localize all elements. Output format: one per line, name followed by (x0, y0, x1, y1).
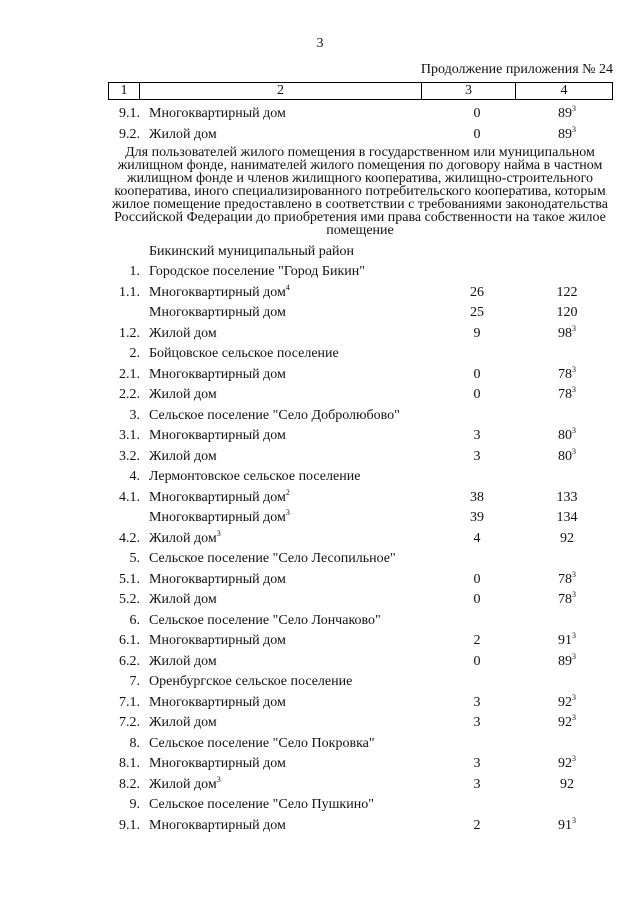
row-label: Многоквартирный дом (149, 305, 286, 320)
row-col3-value: 0 (473, 387, 481, 402)
row-label: Жилой дом$^3$ (149, 774, 221, 792)
header-col-2: 2 (140, 83, 422, 99)
table-row (0, 305, 640, 325)
district-row (0, 244, 640, 264)
table-row (0, 774, 640, 797)
header-col-1: 1 (109, 83, 140, 99)
footnote-mark: 3 (285, 508, 290, 517)
row-label: Многоквартирный дом$^3$ (149, 508, 290, 525)
table-row (0, 633, 640, 653)
row-col3-value: 2 (473, 633, 481, 648)
footnote-mark: 3 (572, 323, 576, 333)
table-row (0, 551, 640, 571)
row-col4-value: $92^3$ (558, 713, 576, 730)
row-col3-value: 26 (470, 284, 484, 300)
footnote-mark: 2 (285, 487, 290, 497)
row-number: 3.2. (119, 448, 140, 464)
footnote-mark: 3 (572, 815, 576, 825)
row-label: Жилой дом (149, 715, 217, 730)
table-row (0, 428, 640, 448)
row-label: Сельское поселение "Село Пушкино" (149, 797, 374, 812)
row-col4-value: $78^3$ (558, 590, 576, 607)
row-col4-value: $78^3$ (558, 385, 576, 402)
table-row (0, 469, 640, 489)
row-label: Многоквартирный дом (149, 106, 286, 121)
row-label: Жилой дом (149, 448, 217, 464)
row-label: Многоквартирный дом (149, 571, 286, 587)
row-label: Сельское поселение "Село Лончаково" (149, 612, 381, 628)
row-number: 9. (129, 797, 140, 812)
row-number: 4. (129, 469, 140, 484)
table-row (0, 815, 640, 838)
row-col3-value: 0 (473, 571, 481, 587)
table-row (0, 674, 640, 694)
row-label: Жилой дом (149, 592, 217, 607)
row-col3-value: 0 (473, 653, 481, 669)
row-col4-value: 134 (556, 510, 578, 525)
row-col4-value: 122 (556, 284, 578, 300)
table-row (0, 613, 640, 633)
row-col4-value: $80^3$ (558, 426, 576, 443)
row-label: Многоквартирный дом (149, 633, 286, 648)
row-col3-value: 3 (473, 715, 481, 730)
table-header (108, 82, 613, 100)
row-number: 6.1. (119, 633, 140, 648)
row-col4-value: $89^3$ (558, 651, 576, 669)
footnote-mark: 3 (572, 426, 576, 435)
row-label: Многоквартирный дом (149, 756, 286, 771)
row-label: Жилой дом (149, 653, 217, 669)
table-row (0, 756, 640, 776)
row-col3-value: 0 (473, 126, 481, 142)
row-number: 5. (129, 551, 140, 566)
row-label: Сельское поселение "Село Покровка" (149, 735, 375, 751)
footnote-mark: 3 (572, 692, 576, 702)
row-label: Сельское поселение "Село Добролюбово" (149, 407, 400, 423)
row-col3-value: 2 (473, 817, 481, 833)
row-number: 7. (129, 674, 140, 689)
row-number: 1. (129, 264, 140, 279)
row-number: 1.2. (119, 325, 140, 341)
table-row (0, 264, 640, 284)
row-label: Многоквартирный дом$^2$ (149, 487, 290, 505)
table-row (0, 487, 640, 510)
row-label: Бойцовское сельское поселение (149, 346, 339, 361)
row-label: Жилой дом (149, 387, 217, 402)
row-number: 1.1. (119, 284, 140, 300)
row-number: 5.2. (119, 592, 140, 607)
row-number: 3.1. (119, 428, 140, 443)
footnote-mark: 3 (572, 124, 576, 134)
row-col3-value: 3 (473, 694, 481, 710)
row-col3-value: 0 (473, 366, 481, 382)
row-label: Жилой дом (149, 325, 217, 341)
table-row (0, 528, 640, 551)
table-row (0, 282, 640, 305)
district-heading: Бикинский муниципальный район (149, 244, 354, 259)
header-col-3: 3 (422, 83, 516, 99)
row-col4-value: $92^3$ (558, 692, 576, 710)
row-col3-value: 9 (473, 325, 481, 341)
row-number: 9.2. (119, 126, 140, 142)
row-number: 2.1. (119, 366, 140, 382)
row-label: Лермонтовское сельское поселение (149, 469, 361, 484)
footnote-mark: 3 (572, 569, 576, 579)
row-label: Многоквартирный дом (149, 428, 286, 443)
table-row (0, 569, 640, 592)
row-col3-value: 4 (473, 530, 481, 546)
row-label: Сельское поселение "Село Лесопильное" (149, 551, 396, 566)
table-row (0, 346, 640, 366)
footnote-mark: 3 (572, 590, 576, 599)
row-col4-value: $78^3$ (558, 569, 576, 587)
row-col4-value: $92^3$ (558, 754, 576, 771)
continuation-caption: Продолжение приложения № 24 (420, 62, 613, 77)
footnote-mark: 3 (572, 754, 576, 763)
table-row (0, 408, 640, 428)
footnote-mark: 3 (572, 651, 576, 661)
footnote-mark: 3 (572, 104, 576, 113)
row-number: 8.2. (119, 776, 140, 792)
table-row (0, 692, 640, 715)
table-row (0, 124, 640, 147)
footnote-mark: 3 (216, 528, 221, 538)
row-col4-value: $89^3$ (558, 124, 576, 142)
row-label: Многоквартирный дом (149, 817, 286, 833)
row-col3-value: 3 (473, 448, 481, 464)
row-col4-value: $91^3$ (558, 815, 576, 833)
row-col3-value: 25 (470, 305, 484, 320)
table-row (0, 364, 640, 387)
table-row (0, 797, 640, 817)
row-col4-value: $78^3$ (558, 364, 576, 382)
footnote-mark: 3 (572, 446, 576, 456)
notice-paragraph: Для пользователей жилого помещения в государственном или муниципальном жилищном фонде, нанимателей жилого помещения по договору найма в частном жилищном фонде и членов жилищного кооператива, жилищно-строительного кооператива, иного специализированного потребительского кооператива, которым жилое помещение предоставлено в соответствии с требованиями законодательства Российской Федерации до приобретения ими права собственности на такое жилое помещение (112, 145, 608, 238)
footnote-mark: 3 (216, 774, 221, 784)
row-col4-value: $80^3$ (558, 446, 576, 464)
row-label: Оренбургское сельское поселение (149, 674, 353, 689)
table-row (0, 651, 640, 674)
row-col3-value: 0 (473, 592, 481, 607)
row-number: 9.1. (119, 106, 140, 121)
row-label: Многоквартирный дом (149, 694, 286, 710)
table-row (0, 446, 640, 469)
row-label: Жилой дом$^3$ (149, 528, 221, 546)
table-row (0, 736, 640, 756)
row-col3-value: 0 (473, 106, 481, 121)
row-number: 8.1. (119, 756, 140, 771)
row-number: 3. (129, 407, 140, 423)
row-col4-value: $98^3$ (558, 323, 576, 341)
row-col4-value: 120 (556, 305, 578, 320)
row-number: 2. (129, 346, 140, 361)
table-row (0, 323, 640, 346)
row-label: Многоквартирный дом$^4$ (149, 282, 290, 300)
table-row (0, 387, 640, 407)
footnote-mark: 4 (285, 282, 290, 292)
row-label: Жилой дом (149, 126, 217, 142)
page-number: 3 (316, 36, 324, 51)
row-number: 2.2. (119, 387, 140, 402)
row-number: 7.1. (119, 694, 140, 710)
row-col3-value: 3 (473, 756, 481, 771)
footnote-mark: 3 (572, 631, 576, 640)
footnote-mark: 3 (572, 364, 576, 374)
row-number: 9.1. (119, 817, 140, 833)
row-number: 7.2. (119, 715, 140, 730)
footnote-mark: 3 (572, 385, 576, 394)
row-number: 6.2. (119, 653, 140, 669)
table-row (0, 715, 640, 735)
row-label: Городское поселение "Город Бикин" (149, 264, 365, 279)
row-col4-value: $91^3$ (558, 631, 576, 648)
row-label: Многоквартирный дом (149, 366, 286, 382)
row-col3-value: 3 (473, 428, 481, 443)
footnote-mark: 3 (572, 713, 576, 722)
row-col4-value: 133 (556, 489, 578, 505)
row-col4-value: $89^3$ (558, 104, 576, 121)
row-number: 8. (129, 735, 140, 751)
row-col4-value: 92 (560, 530, 574, 546)
table-row (0, 106, 640, 126)
table-row (0, 592, 640, 612)
table-row (0, 510, 640, 530)
row-col3-value: 39 (470, 510, 484, 525)
row-col3-value: 38 (470, 489, 484, 505)
row-col3-value: 3 (473, 776, 481, 792)
row-number: 6. (129, 612, 140, 628)
row-number: 5.1. (119, 571, 140, 587)
row-number: 4.2. (119, 530, 140, 546)
row-col4-value: 92 (560, 776, 574, 792)
row-number: 4.1. (119, 489, 140, 505)
header-col-4: 4 (560, 83, 568, 98)
